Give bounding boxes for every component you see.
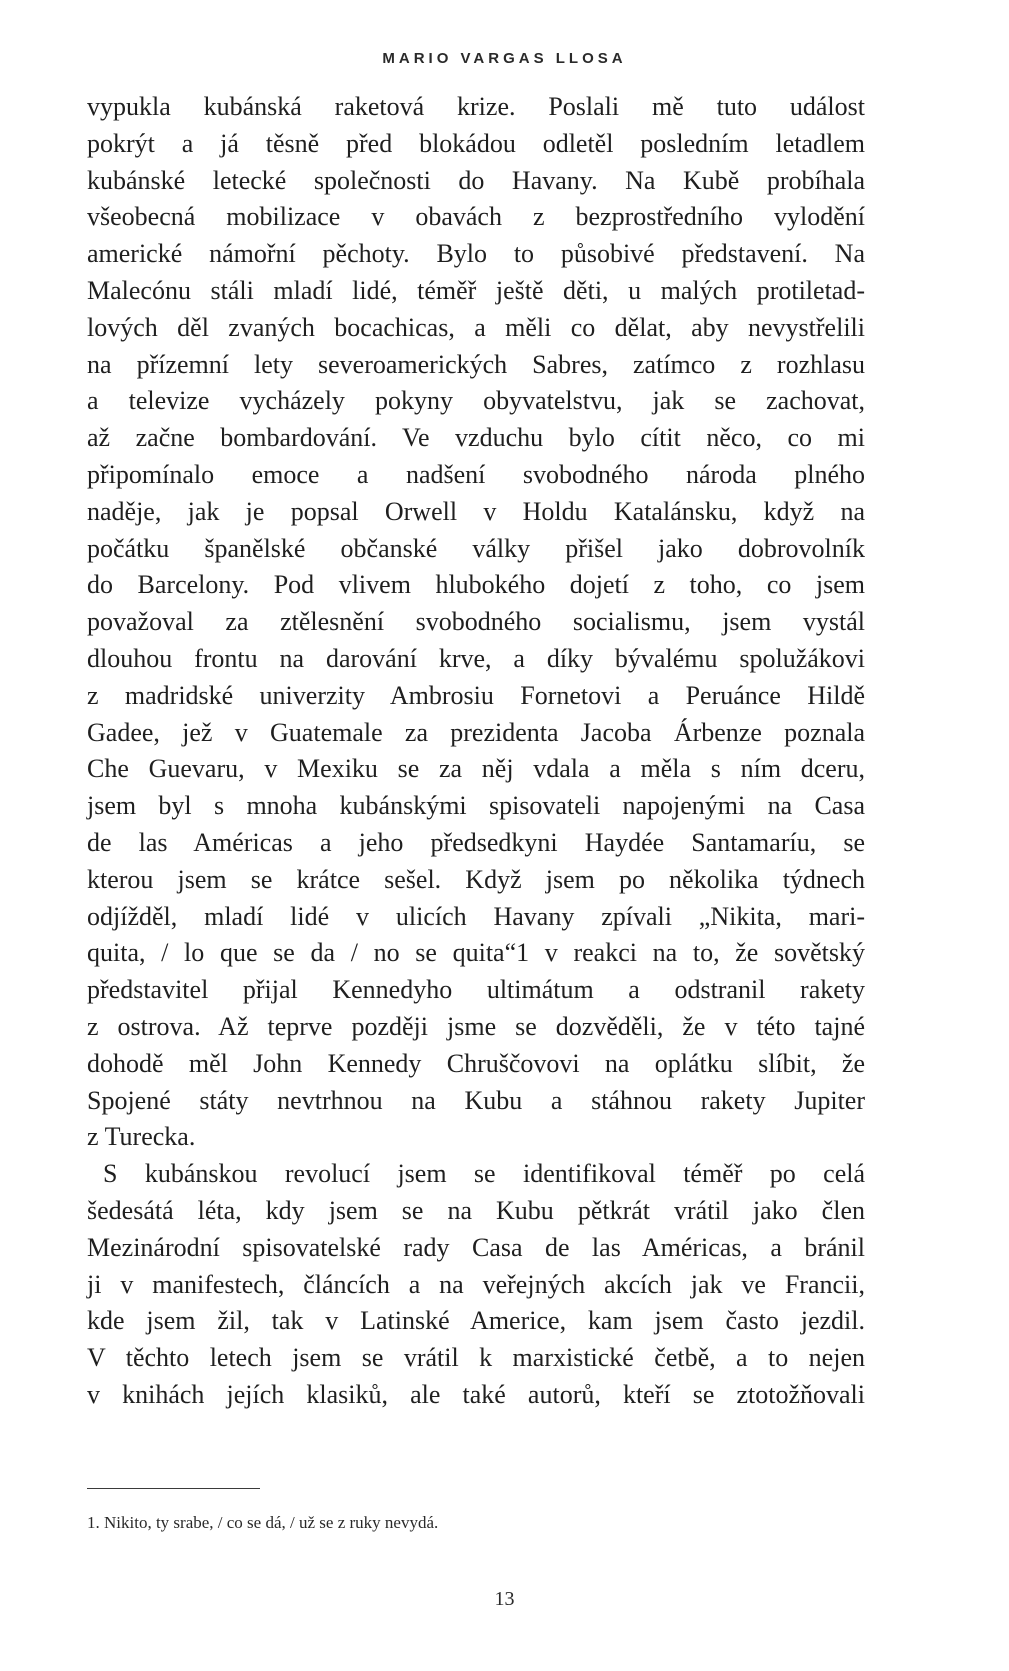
text-line: S kubánskou revolucí jsem se identifikoval téměř po celá xyxy=(103,1159,865,1189)
text-line: počátku španělské občanské války přišel jako dobrovolník xyxy=(87,533,865,563)
text-line: pokrýt a já těsně před blokádou odletěl posledním letadlem xyxy=(87,128,865,158)
footnote: 1. Nikito, ty srabe, / co se dá, / už se z ruky nevydá. xyxy=(87,1513,439,1532)
text-line: a televize vycházely pokyny obyvatelstvu, jak se zachovat, xyxy=(87,386,865,416)
text-line: jsem byl s mnoha kubánskými spisovateli napojenými na Casa xyxy=(87,791,865,821)
text-line: dohodě měl John Kennedy Chruščovovi na oplátku slíbit, že xyxy=(87,1048,865,1078)
text-line: z madridské univerzity Ambrosiu Fornetovi a Peruánce Hildě xyxy=(87,680,865,710)
body-text xyxy=(87,89,865,1414)
text-line: odjížděl, mladí lidé v ulicích Havany zpívali „Nikita, mari- xyxy=(87,901,865,931)
text-line: Spojené státy nevtrhnou na Kubu a stáhnou rakety Jupiter xyxy=(87,1085,865,1115)
text-line: kde jsem žil, tak v Latinské Americe, kam jsem často jezdil. xyxy=(87,1306,865,1336)
text-line: americké námořní pěchoty. Bylo to působivé představení. Na xyxy=(87,239,865,269)
text-line: do Barcelony. Pod vlivem hlubokého dojetí z toho, co jsem xyxy=(87,570,865,600)
footnote-divider xyxy=(87,1488,260,1489)
text-line: Gadee, jež v Guatemale za prezidenta Jacoba Árbenze poznala xyxy=(87,717,865,747)
running-head: MARIO VARGAS LLOSA xyxy=(382,50,627,67)
text-line: Che Guevaru, v Mexiku se za něj vdala a měla s ním dceru, xyxy=(87,754,865,784)
paragraph xyxy=(87,1156,865,1414)
paragraph xyxy=(87,89,865,1156)
text-line: vypukla kubánská raketová krize. Poslali mě tuto událost xyxy=(87,92,865,121)
text-line: šedesátá léta, kdy jsem se na Kubu pětkrát vrátil jako člen xyxy=(87,1195,865,1225)
text-line: de las Américas a jeho předsedkyni Haydée Santamaríu, se xyxy=(87,827,865,857)
text-line: V těchto letech jsem se vrátil k marxistické četbě, a to nejen xyxy=(87,1343,865,1373)
text-line: považoval za ztělesnění svobodného socialismu, jsem vystál xyxy=(87,607,865,637)
text-line: z Turecka. xyxy=(87,1122,196,1152)
text-line: z ostrova. Až teprve později jsme se dozvěděli, že v této tajné xyxy=(87,1011,865,1041)
text-line: až začne bombardování. Ve vzduchu bylo cítit něco, co mi xyxy=(87,423,865,453)
text-line: quita, / lo que se da / no se quita“1 v reakci na to, že sovětský xyxy=(87,938,865,968)
text-line: kubánské letecké společnosti do Havany. Na Kubě probíhala xyxy=(87,165,865,195)
text-line: všeobecná mobilizace v obavách z bezprostředního vylodění xyxy=(87,202,865,232)
text-line: připomínalo emoce a nadšení svobodného národa plného xyxy=(87,459,865,489)
text-line: ji v manifestech, článcích a na veřejných akcích jak ve Francii, xyxy=(87,1269,865,1299)
text-line: v knihách jejích klasiků, ale také autorů, kteří se ztotožňovali xyxy=(87,1379,865,1409)
text-line: na přízemní lety severoamerických Sabres, zatímco z rozhlasu xyxy=(87,349,865,379)
page-number: 13 xyxy=(494,1588,515,1610)
text-line: představitel přijal Kennedyho ultimátum a odstranil rakety xyxy=(87,975,865,1005)
text-line: naděje, jak je popsal Orwell v Holdu Katalánsku, když na xyxy=(87,496,865,526)
text-line: Mezinárodní spisovatelské rady Casa de las Américas, a bránil xyxy=(87,1232,865,1262)
text-line: Malecónu stáli mladí lidé, téměř ještě děti, u malých protiletad- xyxy=(87,275,865,305)
text-line: lových děl zvaných bocachicas, a měli co dělat, aby nevystřelili xyxy=(87,312,865,342)
text-line: dlouhou frontu na darování krve, a díky bývalému spolužákovi xyxy=(87,643,865,673)
text-line: kterou jsem se krátce sešel. Když jsem po několika týdnech xyxy=(87,864,865,894)
